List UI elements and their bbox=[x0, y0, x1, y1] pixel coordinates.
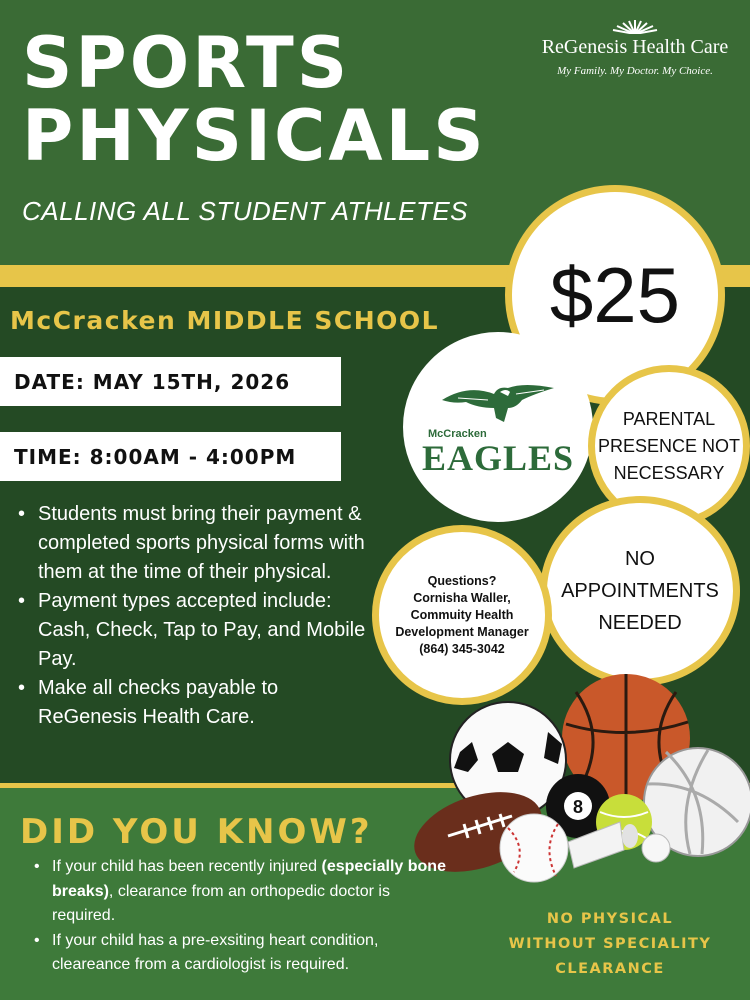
eight-ball-label: 8 bbox=[572, 797, 584, 817]
dyk-bold-text: (especially bone breaks) bbox=[52, 858, 446, 900]
price-circle: $25 bbox=[505, 185, 725, 405]
parental-line: NECESSARY bbox=[613, 462, 725, 483]
did-you-know-heading: DID YOU KNOW? bbox=[20, 812, 373, 852]
questions-line: Questions? bbox=[427, 573, 497, 588]
subtitle: CALLING ALL STUDENT ATHLETES bbox=[22, 196, 469, 226]
golf-ball-icon bbox=[642, 834, 670, 862]
parental-line: PARENTAL bbox=[622, 408, 716, 429]
list-item: • Payment types accepted include: Cash, Check, Tap to Pay, and Mobile Pay. bbox=[16, 587, 366, 674]
sunburst-icon bbox=[605, 18, 665, 34]
title-line-2: PHYSICALS bbox=[22, 95, 487, 177]
title-line-1: SPORTS bbox=[22, 22, 351, 104]
list-item: • Make all checks payable to ReGenesis Health Care. bbox=[16, 674, 366, 732]
list-item: • Students must bring their payment & completed sports physical forms with them at the time of their physical. bbox=[16, 500, 366, 587]
school-name: McCracken MIDDLE SCHOOL bbox=[10, 305, 440, 335]
eagles-logo-circle bbox=[403, 332, 593, 522]
did-you-know-list bbox=[32, 855, 452, 978]
warning-line: WITHOUT SPECIALITY bbox=[508, 936, 712, 952]
baseball-icon bbox=[500, 814, 568, 882]
no-appointments-circle bbox=[540, 496, 740, 686]
warning-line: CLEARANCE bbox=[555, 961, 665, 977]
questions-line: Development Manager bbox=[395, 624, 529, 639]
parental-line: PRESENCE NOT bbox=[597, 435, 741, 456]
contact-phone[interactable]: (864) 345-3042 bbox=[419, 641, 505, 656]
clearance-warning bbox=[490, 907, 730, 982]
list-item: • If your child has a pre-exsiting heart condition, cleareance from a cardiologist is required. bbox=[32, 929, 452, 978]
no-appt-line: NEEDED bbox=[598, 612, 682, 634]
brand-name: ReGenesis Health Care bbox=[541, 36, 729, 58]
eagles-text: EAGLES bbox=[421, 438, 575, 478]
time-box: TIME: 8:00AM - 4:00PM bbox=[0, 432, 341, 481]
dyk-text: If your child has been recently injured bbox=[52, 858, 322, 875]
date-box: DATE: MAY 15TH, 2026 bbox=[0, 357, 341, 406]
eagle-icon bbox=[438, 378, 558, 434]
eagles-small-text: McCracken bbox=[427, 428, 487, 440]
questions-line: Commuity Health bbox=[410, 607, 514, 622]
list-item bbox=[32, 855, 452, 929]
warning-line: NO PHYSICAL bbox=[546, 911, 674, 927]
no-appt-line: NO bbox=[624, 548, 655, 570]
requirements-list bbox=[16, 500, 366, 732]
brand-tagline: My Family. My Doctor. My Choice. bbox=[557, 65, 713, 77]
no-appt-line: APPOINTMENTS bbox=[561, 580, 719, 602]
questions-line: Cornisha Waller, bbox=[413, 590, 511, 605]
dyk-text: , clearance from an orthopedic doctor is required. bbox=[52, 882, 390, 924]
sports-balls-illustration bbox=[408, 672, 750, 892]
brand-logo bbox=[530, 18, 740, 77]
